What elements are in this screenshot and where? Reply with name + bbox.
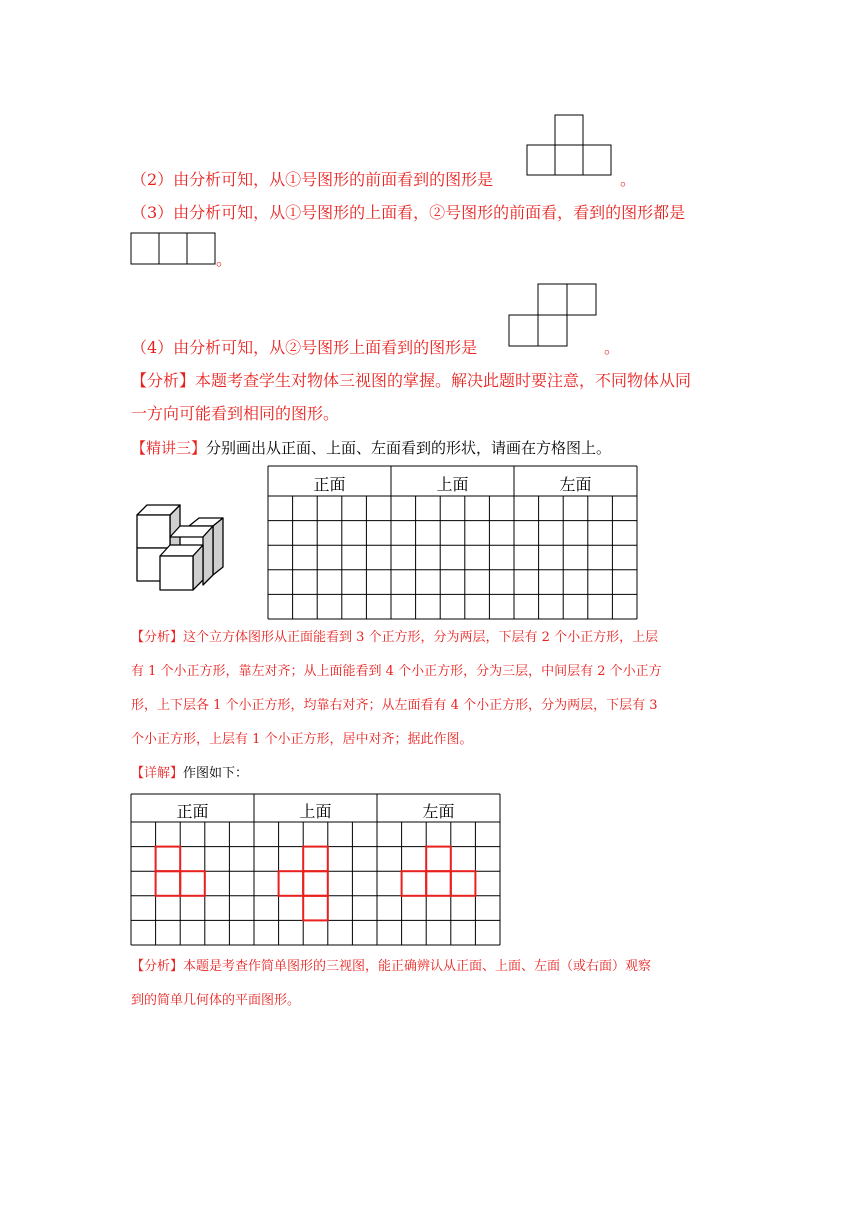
answer-view-grid [0,0,1,1]
jingjiang-tag: 【精讲三】 [131,439,207,457]
answer-cell [303,896,328,921]
item-4-end: 。 [604,338,621,357]
item-3-text: （3）由分析可知，从①号图形的上面看，②号图形的前面看，看到的图形都是 [131,203,686,222]
answer-cell [402,871,427,896]
grid-header-front: 正面 [313,475,346,494]
answer-cell [279,871,304,896]
answer-cell [426,871,451,896]
analysis-1-line-1: 【分析】本题考查学生对物体三视图的掌握。解决此题时要注意，不同物体从同 [131,371,692,390]
answer-cell [303,871,328,896]
answer-cell [156,871,181,896]
item-4-text: （4）由分析可知，从②号图形上面看到的图形是 [131,338,478,357]
grid-header-left: 左面 [559,475,592,494]
analysis-1-line-2: 一方向可能看到相同的图形。 [131,404,340,423]
item-2-end: 。 [620,170,637,189]
grid-header-top: 上面 [436,475,469,494]
detail-heading [131,765,248,783]
analysis-3-line-2: 到的简单几何体的平面图形。 [131,993,301,1008]
analysis-2-line-3: 形，上下层各 1 个小正方形，均靠右对齐；从左面看有 4 个小正方形，分为两层，下层有 3 [131,698,658,713]
answer-cell [451,871,476,896]
analysis-2-line-2: 有 1 个小正方形，靠左对齐；从上面能看到 4 个小正方形，分为三层，中间层有 2 个小正方 [131,664,662,679]
item-2-text: （2）由分析可知，从①号图形的前面看到的图形是 [131,170,494,189]
detail-tag: 【详解】 [131,766,184,781]
item-3-end: 。 [216,250,233,269]
answer-header-left: 左面 [422,802,455,821]
jingjiang-heading [131,438,611,458]
analysis-3-line-1: 【分析】本题是考查作简单图形的三视图，能正确辨认从正面、上面、左面（或右面）观察 [131,959,652,974]
analysis-2-line-4: 个小正方形，上层有 1 个小正方形，居中对齐；据此作图。 [131,732,473,747]
analysis-2-line-1: 【分析】这个立方体图形从正面能看到 3 个正方形，分为两层，下层有 2 个小正方形，上层 [131,630,659,645]
answer-cell [303,847,328,872]
answer-cell [156,847,181,872]
answer-cell [426,847,451,872]
answer-header-front: 正面 [176,802,209,821]
answer-cell [180,871,205,896]
answer-header-top: 上面 [299,802,332,821]
jingjiang-text: 分别画出从正面、上面、左面看到的形状，请画在方格图上。 [206,439,612,457]
detail-text: 作图如下： [183,766,249,781]
